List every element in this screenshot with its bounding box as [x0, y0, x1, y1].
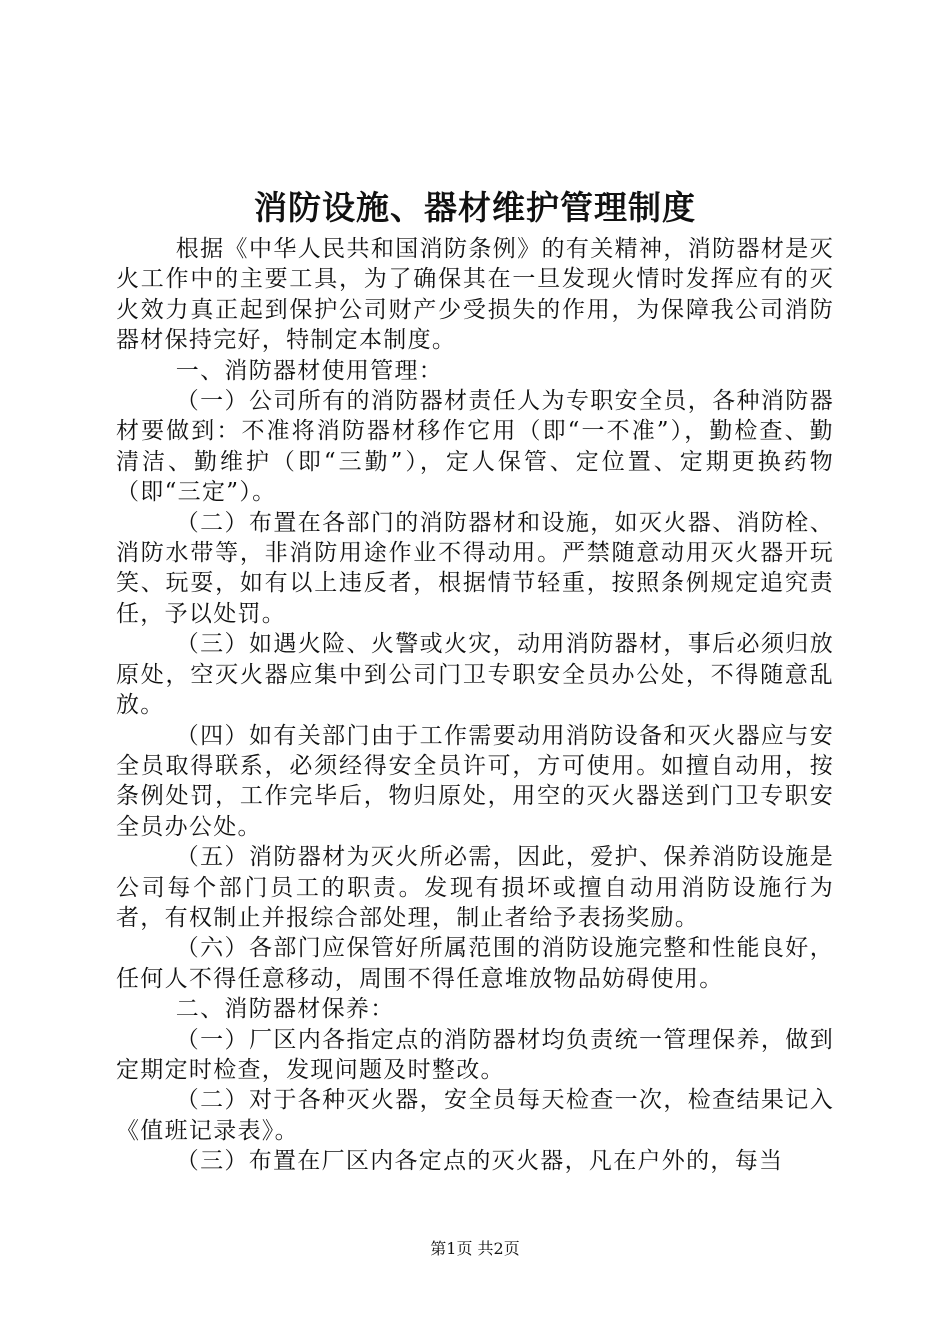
paragraph-maintenance-2: （二）对于各种灭火器，安全员每天检查一次，检查结果记入《值班记录表》。	[116, 1087, 834, 1144]
paragraph-usage-5: （五）消防器材为灭火所必需，因此，爱护、保养消防设施是公司每个部门员工的职责。发现有损坏或擅自动用消防设施行为者，有权制止并报综合部处理，制止者给予表扬奖励。	[116, 844, 834, 931]
section-heading-usage: 一、消防器材使用管理：	[175, 357, 444, 384]
paragraph-maintenance-3: （三）布置在厂区内各定点的灭火器，凡在户外的，每当	[175, 1148, 784, 1175]
paragraph-usage-6: （六）各部门应保管好所属范围的消防设施完整和性能良好，任何人不得任意移动，周围不得任意堆放物品妨碍使用。	[116, 935, 834, 992]
paragraph-usage-3: （三）如遇火险、火警或火灾，动用消防器材，事后必须归放原处，空灭火器应集中到公司门卫专职安全员办公处，不得随意乱放。	[116, 631, 834, 719]
paragraph-intro: 根据《中华人民共和国消防条例》的有关精神，消防器材是灭火工作中的主要工具，为了确保其在一旦发现火情时发挥应有的灭火效力真正起到保护公司财产少受损失的作用，为保障我公司消防器材保持完好，特制定本制度。	[116, 236, 834, 354]
paragraph-maintenance-1: （一）厂区内各指定点的消防器材均负责统一管理保养，做到定期定时检查，发现问题及时整改。	[116, 1026, 834, 1083]
document-body	[116, 234, 834, 1177]
page-footer: 第1页 共2页	[430, 1239, 520, 1258]
section-heading-maintenance: 二、消防器材保养：	[175, 996, 395, 1023]
paragraph-usage-1: （一）公司所有的消防器材责任人为专职安全员，各种消防器材要做到：不准将消防器材移作它用（即“一不准”），勤检查、勤清洁、勤维护（即“三勤”），定人保管、定位置、定期更换药物（即“三定”）。	[116, 388, 834, 506]
paragraph-usage-4: （四）如有关部门由于工作需要动用消防设备和灭火器应与安全员取得联系，必须经得安全员许可，方可使用。如擅自动用，按条例处罚，工作完毕后，物归原处，用空的灭火器送到门卫专职安全员办公处。	[116, 722, 834, 840]
paragraph-usage-2: （二）布置在各部门的消防器材和设施，如灭火器、消防栓、消防水带等，非消防用途作业不得动用。严禁随意动用灭火器开玩笑、玩耍，如有以上违反者，根据情节轻重，按照条例规定追究责任，予以处罚。	[116, 509, 834, 627]
document-title: 消防设施、器材维护管理制度	[254, 188, 696, 227]
